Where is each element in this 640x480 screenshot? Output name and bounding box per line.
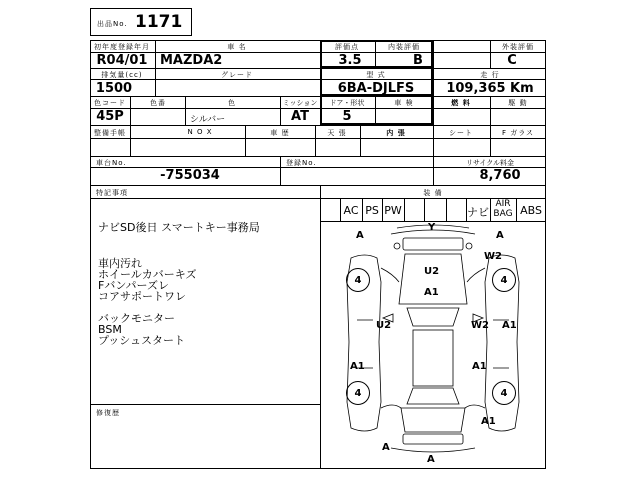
damage-mark: A bbox=[356, 230, 364, 241]
interior-value: B bbox=[413, 53, 423, 68]
note-line: コアサポートワレ bbox=[98, 290, 186, 303]
note-line: BSM bbox=[98, 323, 122, 336]
maintenance-label: 整備手帳 bbox=[94, 129, 126, 137]
note-line: ナビSD後日 スマートキー事務局 bbox=[98, 221, 260, 234]
damage-mark: A bbox=[382, 442, 390, 453]
equipment-item: AIR BAG bbox=[493, 199, 513, 219]
damage-mark: A bbox=[496, 230, 504, 241]
equipment-item: ナビ bbox=[467, 206, 489, 219]
reg-no-label: 登録No. bbox=[286, 159, 317, 167]
equipment-item: ABS bbox=[520, 204, 542, 217]
mission-label: ミッション bbox=[282, 99, 318, 107]
damage-mark: A1 bbox=[350, 361, 365, 372]
first-reg-value: R04/01 bbox=[96, 53, 148, 68]
note-line: バックモニター bbox=[98, 312, 175, 325]
lot-number-box bbox=[90, 8, 192, 36]
recycle-label: リサイクル料金 bbox=[465, 159, 515, 167]
damage-mark: W2 bbox=[471, 320, 489, 331]
tire-front-left: 4 bbox=[346, 268, 370, 292]
damage-mark: A1 bbox=[481, 416, 496, 427]
score-label: 評価点 bbox=[335, 43, 359, 51]
door-shape-value: 5 bbox=[342, 109, 352, 124]
damage-mark: U2 bbox=[424, 266, 440, 277]
color-no-label: 色番 bbox=[150, 99, 166, 107]
note-line: 車内汚れ bbox=[98, 257, 142, 270]
chassis-value: -755034 bbox=[160, 168, 220, 183]
mission-value: AT bbox=[291, 109, 309, 124]
tire-rear-left: 4 bbox=[346, 381, 370, 405]
f-glass-label: F ガラス bbox=[501, 129, 535, 137]
car-name-label: 車 名 bbox=[227, 43, 247, 51]
chassis-label: 車台No. bbox=[96, 159, 127, 167]
displacement-label: 排気量(cc) bbox=[101, 71, 143, 79]
model-label: 型 式 bbox=[366, 71, 386, 79]
color-code-label: 色コード bbox=[94, 99, 126, 107]
car-diagram bbox=[321, 222, 545, 468]
color-code-value: 45P bbox=[96, 109, 124, 124]
tire-front-right: 4 bbox=[492, 268, 516, 292]
color-value: シルバー bbox=[190, 115, 226, 125]
note-line: ホイールカバーキズ bbox=[98, 268, 197, 281]
seat-label: シート bbox=[449, 129, 473, 137]
mileage-label: 走 行 bbox=[480, 71, 500, 79]
interior-label: 内装評価 bbox=[388, 43, 420, 51]
damage-mark: A1 bbox=[472, 361, 487, 372]
mileage-value: 109,365 Km bbox=[446, 81, 534, 96]
car-name-value: MAZDA2 bbox=[160, 53, 223, 68]
repair-label: 修復歴 bbox=[96, 409, 120, 417]
color-label: 色 bbox=[228, 99, 236, 107]
lot-number: 1171 bbox=[135, 12, 183, 32]
tire-rear-right: 4 bbox=[492, 381, 516, 405]
exterior-label: 外装評価 bbox=[502, 43, 534, 51]
lot-number-label: 出品No. bbox=[97, 20, 128, 28]
drive-label: 駆 動 bbox=[508, 99, 528, 107]
inspection-label: 車 検 bbox=[394, 99, 414, 107]
fuel-label: 燃 料 bbox=[451, 99, 471, 107]
sunroof-label: 天 張 bbox=[327, 129, 347, 137]
notes-label: 特記事項 bbox=[96, 189, 128, 197]
recycle-value: 8,760 bbox=[479, 168, 521, 183]
equipment-label: 装 備 bbox=[423, 189, 443, 197]
damage-mark: A1 bbox=[424, 287, 439, 298]
damage-mark: A1 bbox=[502, 320, 517, 331]
score-value: 3.5 bbox=[338, 53, 362, 68]
grade-label: グレード bbox=[221, 71, 253, 79]
model-value: 6BA-DJLFS bbox=[337, 81, 415, 96]
damage-mark: Y bbox=[428, 222, 436, 233]
damage-mark: U2 bbox=[376, 320, 392, 331]
equipment-item: PW bbox=[384, 204, 402, 217]
interior-trim-label: 内 張 bbox=[386, 129, 406, 137]
note-line: プッシュスタート bbox=[98, 334, 186, 347]
history-label: 車 歴 bbox=[270, 129, 290, 137]
damage-mark: W2 bbox=[484, 251, 502, 262]
damage-mark: A bbox=[427, 454, 435, 465]
equipment-item: PS bbox=[365, 204, 379, 217]
nox-label: N O X bbox=[187, 128, 213, 136]
equipment-item: AC bbox=[343, 204, 359, 217]
first-reg-label: 初年度登録年月 bbox=[94, 43, 150, 51]
displacement-value: 1500 bbox=[95, 81, 133, 96]
exterior-value: C bbox=[507, 53, 517, 68]
door-shape-label: ドア・形状 bbox=[329, 99, 365, 107]
note-line: Fバンパーズレ bbox=[98, 279, 170, 292]
